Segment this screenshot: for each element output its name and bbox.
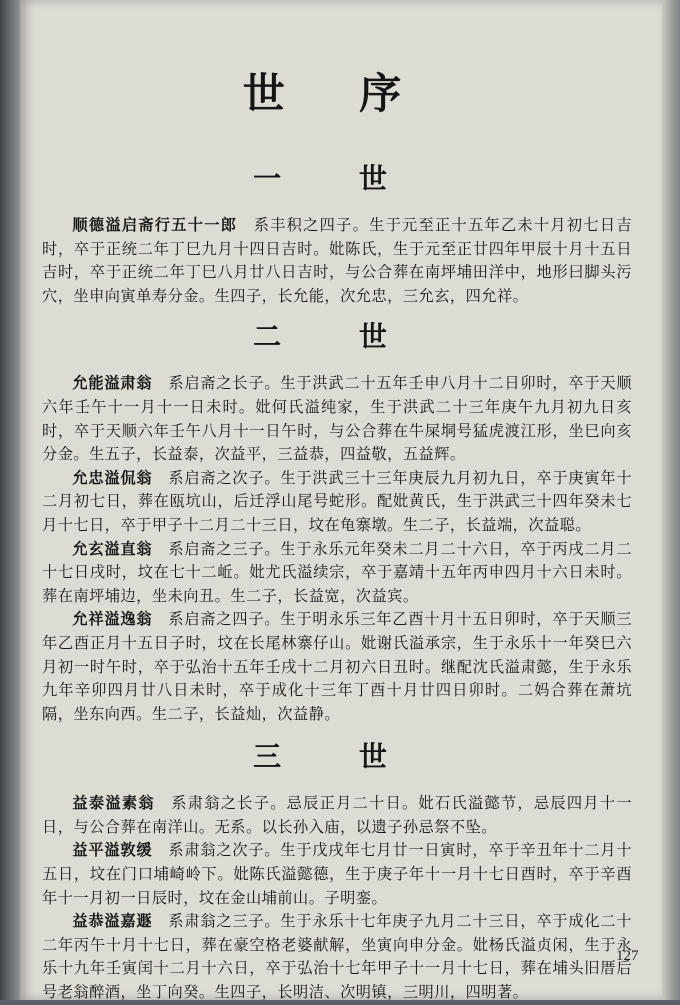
entry-paragraph [42, 910, 632, 1004]
book-spine [0, 0, 20, 1000]
entry-paragraph [42, 372, 632, 466]
entry-text: 系启斋之次子。生于洪武三十三年庚辰九月初九日，卒于庚寅年十二月初七日，葬在瓯坑山，后迁浮山尾号蛇形。配妣黄氏，生于洪武三十四年癸未七月十七日，卒于甲子十二月二十三日，坟在龟寨墩。生二子，长益端，次益聪。 [42, 468, 633, 534]
entry-text: 系启斋之三子。生于永乐元年癸未二月二十六日，卒于丙戌二月二十七日戌时，坟在七十二岴。妣尤氏溢续宗，卒于嘉靖十五年丙申四月十六日未时。葬在南坪埔边，坐未向丑。生二子，长益宽，次益宾。 [42, 539, 633, 605]
page-number: 127 [616, 948, 639, 964]
generation-heading-1: 一 世 [253, 162, 421, 195]
entry-paragraph [42, 467, 632, 538]
person-name: 允能溢肃翁 [72, 374, 153, 393]
entry-text: 系肃翁之长子。忌辰正月二十日。妣石氏溢懿节，忌辰四月十一日，与公合葬在南洋山。无系。以长孙入庙，以遗子孙忌祭不坠。 [42, 794, 633, 836]
person-name: 益平溢敦缓 [72, 841, 153, 860]
generation-heading-2: 二 世 [253, 320, 421, 354]
entry-paragraph [42, 538, 632, 609]
entry-text: 系丰积之四子。生于元至正十五年乙未十月初七日吉时，卒于正统二年丁巳九月十四日吉时。妣陈氏，生于元至正廿四年甲辰十月十五日吉时，卒于正统二年丁巳八月廿八日吉时，与公合葬在南坪埔田洋中，地形曰脚头污穴，坐申向寅单寿分金。生四子，长允能，次允忠，三允玄，四允祥。 [42, 216, 633, 305]
page-title: 世 序 [242, 69, 432, 118]
person-name: 顺德溢启斋行五十一郎 [72, 216, 238, 234]
person-name: 益恭溢嘉遯 [72, 912, 153, 931]
book-page [20, 0, 662, 1000]
entry-text: 系启斋之四子。生于明永乐三年乙酉十月十五日卯时，卒于天顺三年乙酉正月十五日子时，坟在长尾林寨仔山。妣谢氏溢承宗，生于永乐十一年癸巳六月初一时午时，卒于弘治十五年壬戌十二月初六日丑时。继配沈氏溢肃懿，生于永乐九年辛卯四月廿八日未时，卒于成化十三年丁酉十月廿四日卯时。二妈合葬在萧坑隔，坐东向西。生二子，长益灿，次益静。 [42, 610, 633, 723]
entry-text: 系启斋之长子。生于洪武二十五年壬申八月十二日卯时，卒于天顺六年壬午十一月十一日未时。妣何氏溢纯家，生于洪武二十三年庚午九月初九日亥时，卒于天顺六年壬午八月十一日午时，与公合葬在牛屎垌号猛虎渡江形，坐巳向亥分金。生五子，长益泰，次益平，三益恭，四益敬，五益辉。 [42, 374, 633, 464]
generation-heading-3: 三 世 [253, 740, 421, 774]
entry-text: 系肃翁之次子。生于戊戌年七月廿一日寅时，卒于辛丑年十二月十五日，坟在门口埔崎岭下。妣陈氏溢懿德，生于庚子年十一月十七日酉时，卒于辛酉年十一月初一日辰时，坟在金山埔前山。子明銮。 [42, 841, 633, 907]
entry-paragraph [42, 608, 632, 726]
person-name: 允忠溢侃翁 [72, 468, 153, 487]
entry-text: 系肃翁之三子。生于永乐十七年庚子九月二十三日，卒于成化二十二年丙午十月十七日，葬在豪空格老婆献解，坐寅向申分金。妣杨氏溢贞闲，生于永乐十九年壬寅闰十二月十六日，卒于弘治十七年甲子十一月十七日，葬在埔头旧厝后号老翁醉酒，坐丁向癸。生四子，长明洁、次明镇，三明川，四明著。 [42, 912, 633, 1002]
person-name: 允玄溢直翁 [72, 539, 153, 558]
entry-paragraph [42, 792, 632, 839]
person-name: 允祥溢逸翁 [72, 610, 153, 629]
entry-paragraph [42, 214, 632, 308]
page-edge [662, 0, 680, 1000]
entry-paragraph [42, 839, 632, 910]
page-content [42, 60, 632, 1005]
person-name: 益泰溢素翁 [72, 794, 155, 813]
